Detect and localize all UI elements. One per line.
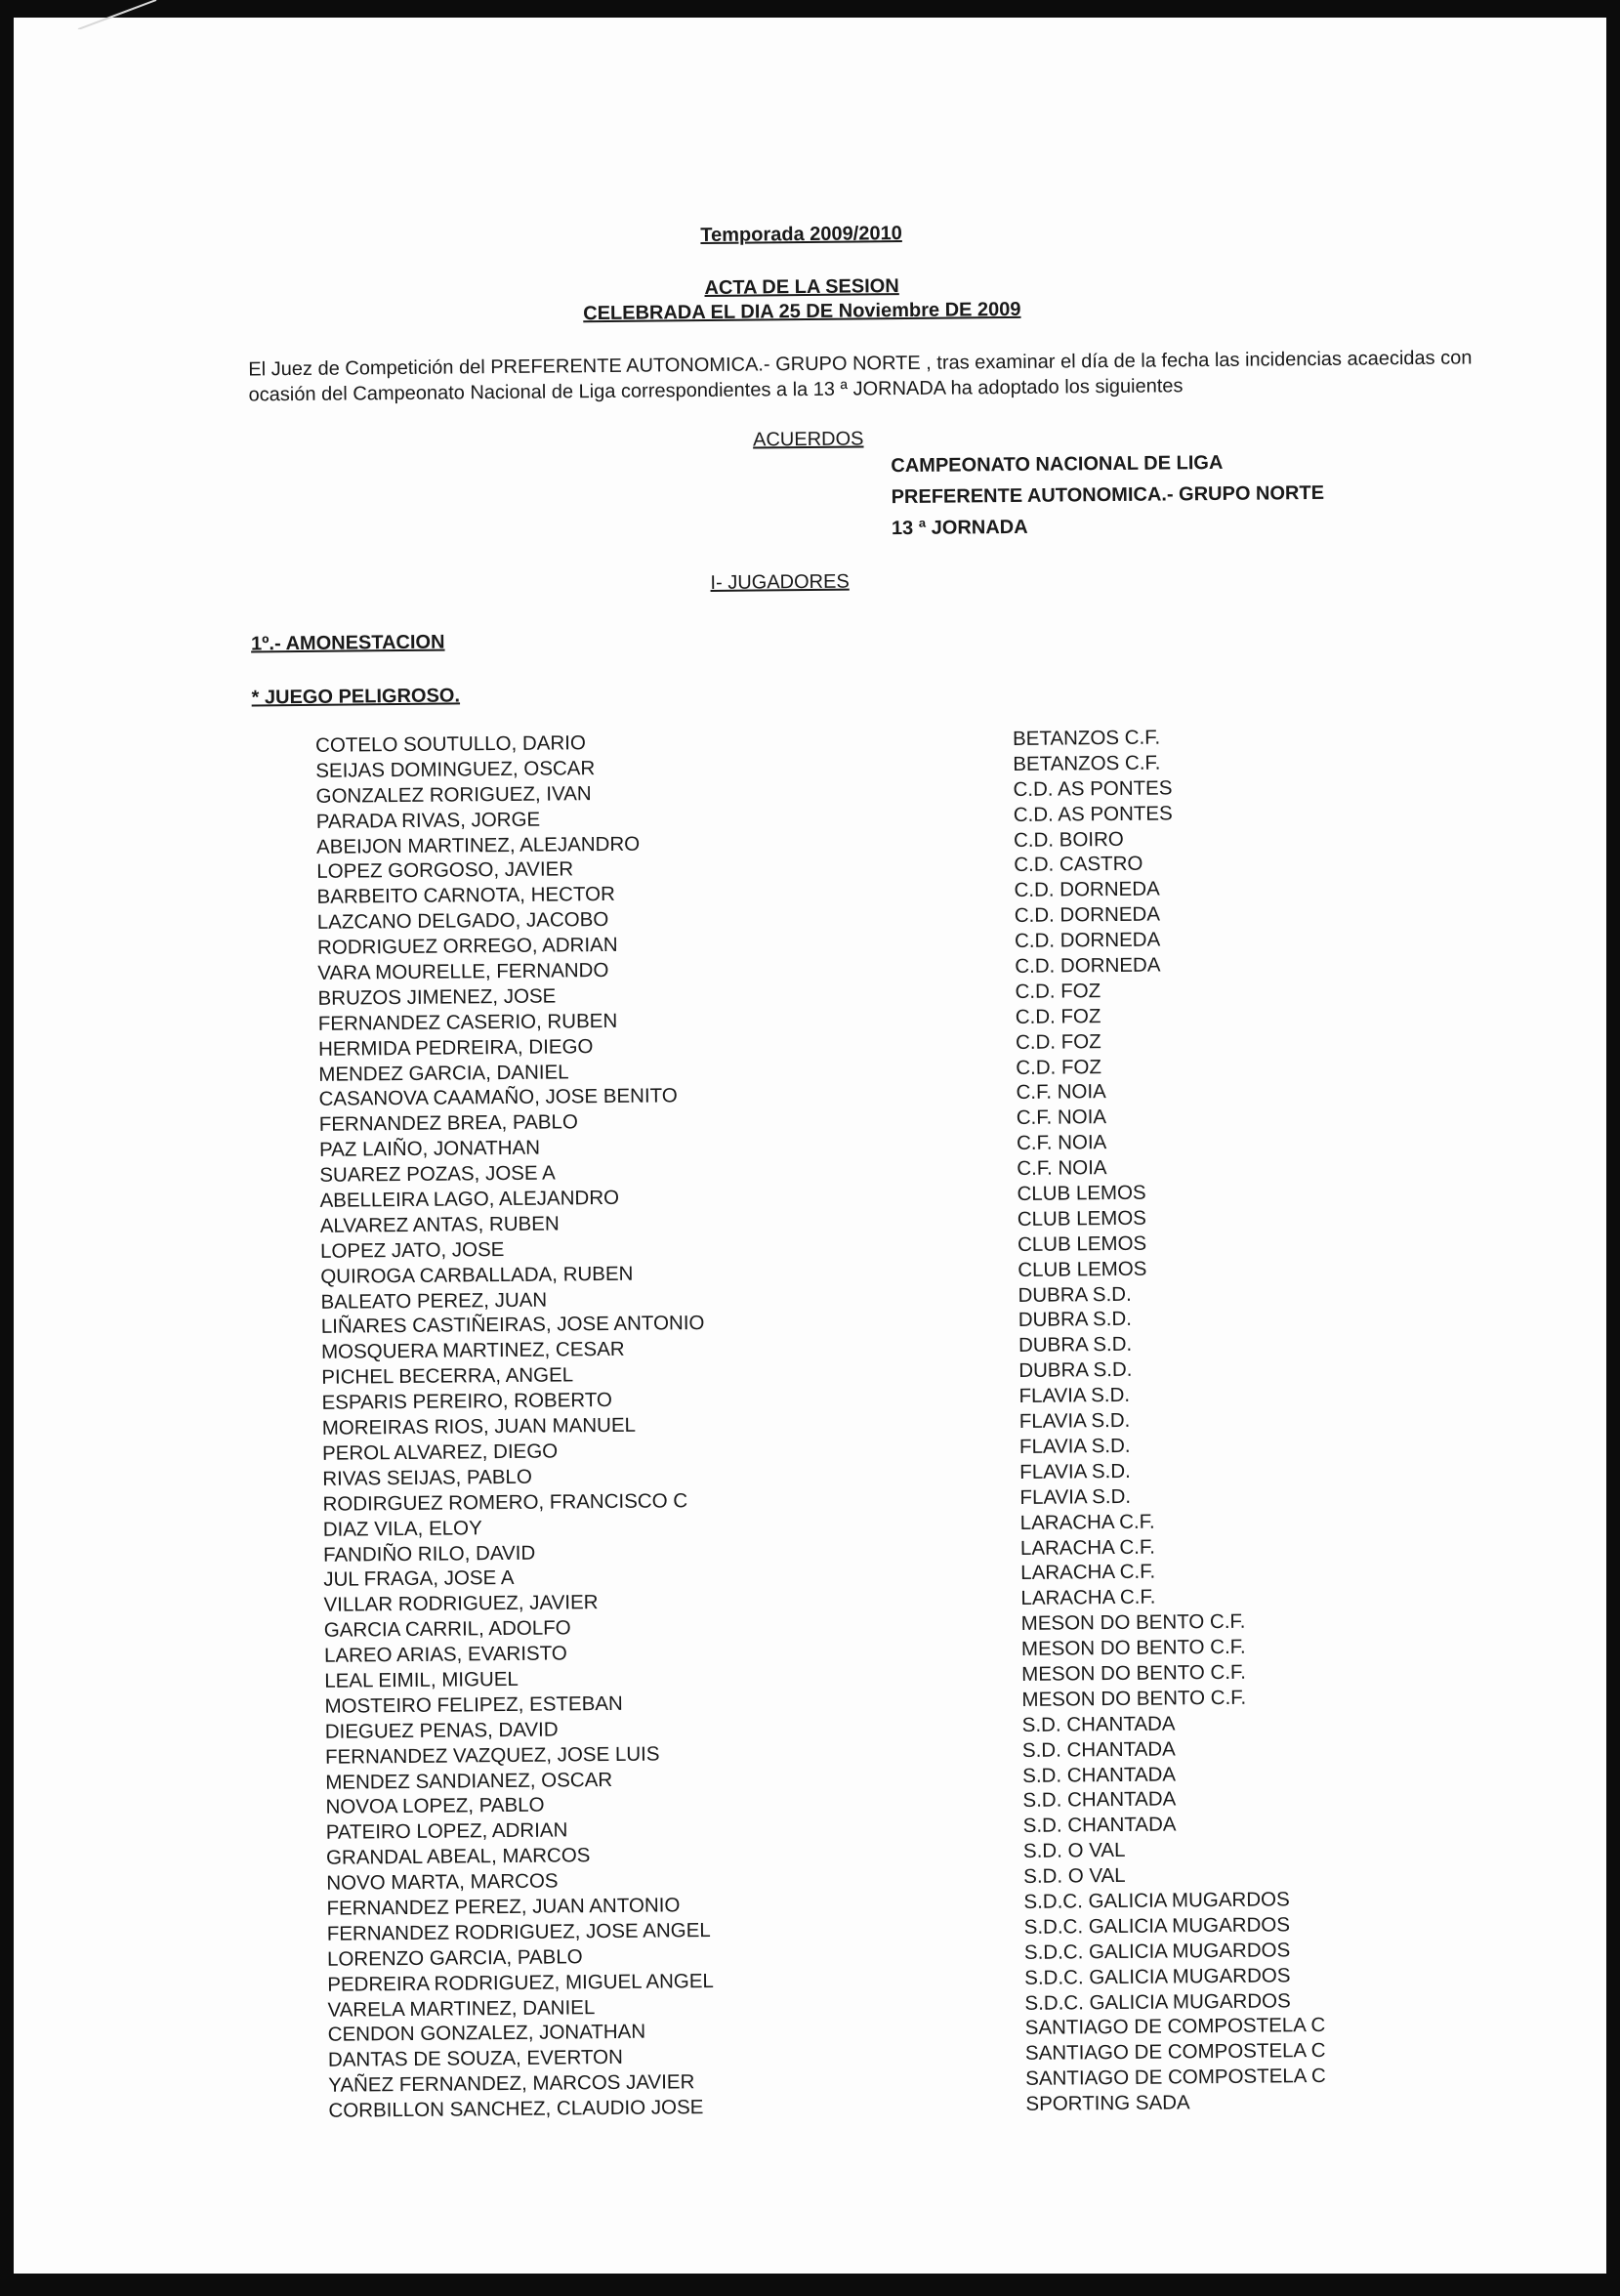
player-name: PARADA RIVAS, JORGE <box>315 808 541 833</box>
player-name: FANDIÑO RILO, DAVID <box>322 1541 536 1566</box>
player-club: SPORTING SADA <box>1025 2091 1190 2116</box>
player-name: SEIJAS DOMINGUEZ, OSCAR <box>315 756 596 782</box>
acuerdos-heading: ACUERDOS <box>752 428 864 451</box>
player-club: FLAVIA S.D. <box>1018 1408 1131 1434</box>
player-name: NOVO MARTA, MARCOS <box>326 1869 559 1895</box>
player-name: YAÑEZ FERNANDEZ, MARCOS JAVIER <box>328 2070 695 2097</box>
player-name: DIEGUEZ PENAS, DAVID <box>324 1718 559 1743</box>
player-club: C.D. FOZ <box>1015 1004 1101 1028</box>
player-club: C.F. NOIA <box>1016 1106 1107 1130</box>
player-name: SUAREZ POZAS, JOSE A <box>319 1161 556 1187</box>
player-name: LEAL EIMIL, MIGUEL <box>324 1667 519 1692</box>
player-name: CORBILLON SANCHEZ, CLAUDIO JOSE <box>328 2096 704 2122</box>
player-name: GARCIA CARRIL, ADOLFO <box>323 1616 571 1642</box>
player-name: PEDREIRA RODRIGUEZ, MIGUEL ANGEL <box>327 1969 714 1996</box>
player-club: BETANZOS C.F. <box>1012 726 1161 750</box>
season-heading: Temporada 2009/2010 <box>700 223 902 247</box>
player-club: C.D. CASTRO <box>1014 853 1143 877</box>
player-name: MOSTEIRO FELIPEZ, ESTEBAN <box>324 1691 623 1718</box>
player-club: S.D. CHANTADA <box>1021 1712 1176 1736</box>
player-club: CLUB LEMOS <box>1017 1231 1147 1256</box>
player-name: MOSQUERA MARTINEZ, CESAR <box>320 1338 625 1364</box>
player-name: RIVAS SEIJAS, PABLO <box>322 1465 532 1490</box>
player-club: S.D.C. GALICIA MUGARDOS <box>1024 1988 1291 2015</box>
player-club: MESON DO BENTO C.F. <box>1020 1609 1246 1636</box>
category-title: * JUEGO PELIGROSO. <box>251 685 461 709</box>
player-name: LAZCANO DELGADO, JACOBO <box>316 908 609 935</box>
subsection-title: 1º.- AMONESTACION <box>250 631 445 655</box>
player-club: SANTIAGO DE COMPOSTELA C <box>1024 2014 1326 2040</box>
player-name: JUL FRAGA, JOSE A <box>323 1566 515 1592</box>
player-name: GRANDAL ABEAL, MARCOS <box>325 1844 591 1869</box>
player-club: C.F. NOIA <box>1016 1131 1107 1155</box>
player-club: S.D.C. GALICIA MUGARDOS <box>1023 1939 1291 1964</box>
player-name: FERNANDEZ RODRIGUEZ, JOSE ANGEL <box>326 1918 711 1945</box>
player-name: LIÑARES CASTIÑEIRAS, JOSE ANTONIO <box>320 1312 705 1339</box>
player-name: VARELA MARTINEZ, DANIEL <box>327 1995 596 2022</box>
player-club: S.D. O VAL <box>1023 1864 1126 1889</box>
player-club: DUBRA S.D. <box>1018 1282 1132 1307</box>
player-club: C.D. AS PONTES <box>1013 802 1173 826</box>
player-name: FERNANDEZ BREA, PABLO <box>318 1110 578 1137</box>
player-club: MESON DO BENTO C.F. <box>1021 1686 1247 1711</box>
player-club: C.D. AS PONTES <box>1013 776 1173 801</box>
player-club: C.D. BOIRO <box>1013 827 1124 852</box>
player-name: LORENZO GARCIA, PABLO <box>326 1945 583 1971</box>
player-club: S.D.C. GALICIA MUGARDOS <box>1023 1888 1290 1913</box>
player-club: C.F. NOIA <box>1016 1080 1106 1105</box>
player-name: COTELO SOUTULLO, DARIO <box>314 731 586 757</box>
player-club: DUBRA S.D. <box>1018 1358 1133 1383</box>
player-name: LAREO ARIAS, EVARISTO <box>323 1642 567 1667</box>
player-club: S.D.C. GALICIA MUGARDOS <box>1023 1913 1291 1939</box>
player-club: S.D.C. GALICIA MUGARDOS <box>1024 1963 1291 1989</box>
player-name: VARA MOURELLE, FERNANDO <box>317 958 609 984</box>
player-name: BALEATO PEREZ, JUAN <box>320 1288 548 1314</box>
session-date-heading: CELEBRADA EL DIA 25 DE Noviembre DE 2009 <box>583 298 1021 325</box>
player-club: S.D. CHANTADA <box>1022 1762 1177 1787</box>
player-club: MESON DO BENTO C.F. <box>1021 1660 1247 1686</box>
player-clubs-column <box>1013 722 1534 2117</box>
player-club: C.F. NOIA <box>1017 1156 1107 1181</box>
player-club: LARACHA C.F. <box>1019 1535 1155 1560</box>
player-name: HERMIDA PEDREIRA, DIEGO <box>317 1034 594 1061</box>
player-club: S.D. CHANTADA <box>1022 1787 1177 1813</box>
player-club: FLAVIA S.D. <box>1018 1434 1131 1458</box>
player-club: SANTIAGO DE COMPOSTELA C <box>1024 2039 1326 2066</box>
player-name: MENDEZ GARCIA, DANIEL <box>318 1060 569 1086</box>
player-name: ALVAREZ ANTAS, RUBEN <box>319 1212 560 1237</box>
acta-heading: ACTA DE LA SESION <box>704 275 899 300</box>
player-name: RODIRGUEZ ROMERO, FRANCISCO C <box>322 1488 688 1516</box>
player-club: CLUB LEMOS <box>1018 1257 1147 1281</box>
player-club: DUBRA S.D. <box>1018 1308 1133 1332</box>
player-name: MOREIRAS RIOS, JUAN MANUEL <box>321 1413 637 1440</box>
player-names-column <box>315 727 993 2123</box>
player-name: DANTAS DE SOUZA, EVERTON <box>327 2046 623 2072</box>
player-club: LARACHA C.F. <box>1020 1561 1156 1585</box>
player-name: RODRIGUEZ ORREGO, ADRIAN <box>316 934 618 959</box>
player-name: FERNANDEZ CASERIO, RUBEN <box>317 1009 618 1035</box>
player-name: QUIROGA CARBALLADA, RUBEN <box>320 1262 634 1288</box>
player-club: CLUB LEMOS <box>1017 1206 1147 1231</box>
player-name: ABELLEIRA LAGO, ALEJANDRO <box>319 1186 620 1212</box>
player-club: FLAVIA S.D. <box>1019 1484 1132 1509</box>
player-club: LARACHA C.F. <box>1020 1585 1156 1610</box>
player-name: PICHEL BECERRA, ANGEL <box>321 1363 574 1390</box>
player-club: C.D. DORNEDA <box>1015 953 1161 978</box>
player-club: C.D. DORNEDA <box>1014 877 1160 902</box>
player-name: PATEIRO LOPEZ, ADRIAN <box>325 1818 568 1845</box>
player-club: S.D. CHANTADA <box>1022 1813 1177 1838</box>
player-club: FLAVIA S.D. <box>1019 1459 1131 1483</box>
player-name: CASANOVA CAAMAÑO, JOSE BENITO <box>318 1084 678 1111</box>
player-club: C.D. FOZ <box>1015 1029 1101 1054</box>
player-club: FLAVIA S.D. <box>1018 1384 1131 1408</box>
player-name: CENDON GONZALEZ, JONATHAN <box>327 2021 646 2047</box>
player-name: MENDEZ SANDIANEZ, OSCAR <box>325 1768 613 1794</box>
player-name: GONZALEZ RORIGUEZ, IVAN <box>315 781 592 808</box>
player-club: SANTIAGO DE COMPOSTELA C <box>1025 2065 1326 2091</box>
player-name: PAZ LAIÑO, JONATHAN <box>318 1136 541 1162</box>
matchday-line: 13 ª JORNADA <box>891 516 1028 540</box>
player-name: BRUZOS JIMENEZ, JOSE <box>317 984 557 1010</box>
player-name: BARBEITO CARNOTA, HECTOR <box>316 883 615 909</box>
player-name: ESPARIS PEREIRO, ROBERTO <box>321 1389 612 1414</box>
player-name: DIAZ VILA, ELOY <box>322 1516 482 1541</box>
group-line: PREFERENTE AUTONOMICA.- GRUPO NORTE <box>891 481 1325 509</box>
player-name: LOPEZ GORGOSO, JAVIER <box>316 857 574 884</box>
player-name: LOPEZ JATO, JOSE <box>319 1237 505 1263</box>
player-club: C.D. DORNEDA <box>1014 928 1161 953</box>
player-club: MESON DO BENTO C.F. <box>1020 1635 1246 1661</box>
player-club: CLUB LEMOS <box>1017 1181 1146 1206</box>
player-club: S.D. CHANTADA <box>1021 1737 1176 1762</box>
player-club: C.D. FOZ <box>1016 1055 1102 1079</box>
player-name: PEROL ALVAREZ, DIEGO <box>321 1440 559 1465</box>
player-name: NOVOA LOPEZ, PABLO <box>325 1794 545 1819</box>
player-club: S.D. O VAL <box>1022 1839 1126 1863</box>
player-club: C.D. DORNEDA <box>1014 902 1161 928</box>
intro-paragraph: El Juez de Competición del PREFERENTE AUTONOMICA.- GRUPO NORTE , tras examinar el día de la fecha las incidencias acaecidas con ocasión del Campeonato Nacional de Liga correspondientes a la 13 ª JORNADA ha adoptado los siguientes <box>248 347 1473 406</box>
player-name: FERNANDEZ VAZQUEZ, JOSE LUIS <box>324 1742 660 1769</box>
championship-line: CAMPEONATO NACIONAL DE LIGA <box>891 451 1224 478</box>
player-name: VILLAR RODRIGUEZ, JAVIER <box>323 1591 599 1617</box>
section-title: I- JUGADORES <box>710 570 850 594</box>
player-club: BETANZOS C.F. <box>1013 751 1161 775</box>
player-club: DUBRA S.D. <box>1018 1333 1133 1357</box>
player-name: FERNANDEZ PEREZ, JUAN ANTONIO <box>326 1894 681 1920</box>
player-club: LARACHA C.F. <box>1019 1510 1155 1534</box>
player-name: ABEIJON MARTINEZ, ALEJANDRO <box>315 832 641 858</box>
player-club: C.D. FOZ <box>1015 980 1101 1003</box>
championship-block <box>891 446 1324 544</box>
